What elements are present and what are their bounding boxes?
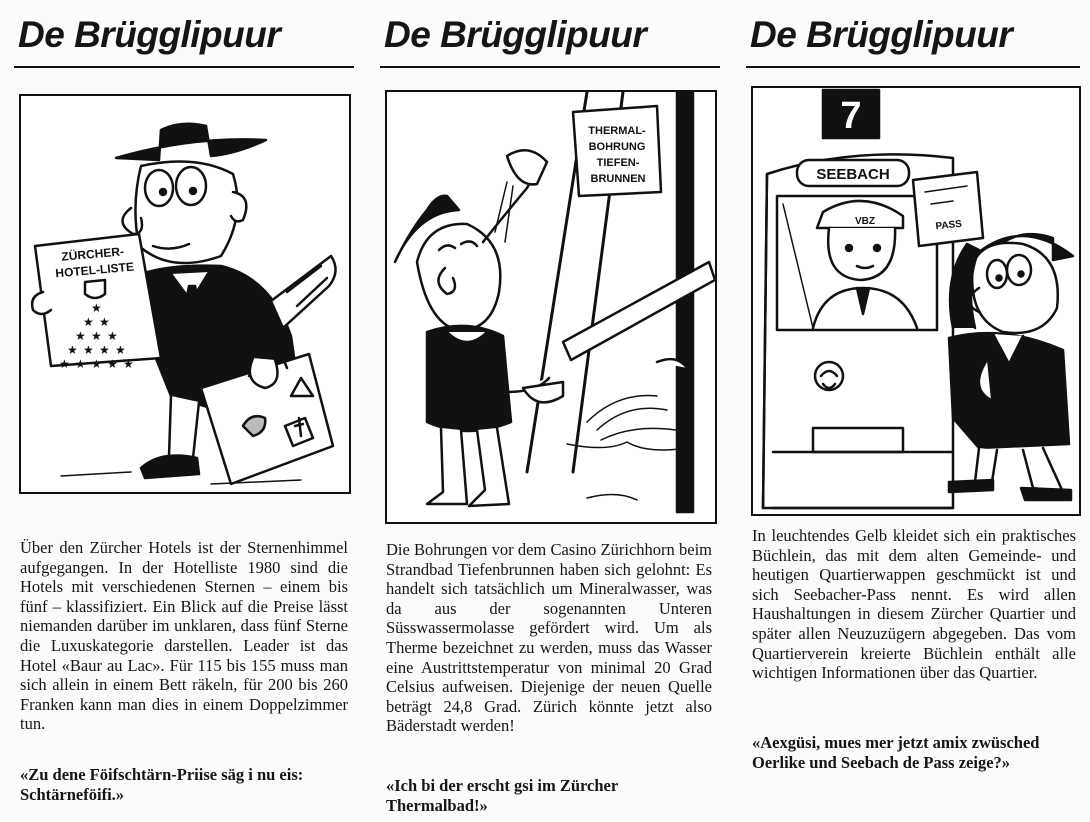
hotel-list-sign [35,234,161,371]
sign-line2: BOHRUNG [588,141,646,153]
cartoon-panel-hotel [19,94,351,494]
svg-text:★: ★ [75,357,86,371]
heading-rule [380,66,720,68]
destination-sign: SEEBACH [816,166,890,183]
article-paragraph-1: Über den Zürcher Hotels ist der Sternenhimmel aufgegangen. In der Hotelliste 1980 sind die Hotels mit verschiedenen Sternen – einem bis fünf – klassifiziert. Ein Blick auf die Preise lässt niemanden darüber im unklaren, dass fünf Sterne die Luxuskategorie darstellen. Leader ist das Hotel «Baur au Lac». Für 115 bis 155 muss man sich allein in einem Bett räkeln, für 200 bis 260 Franken kann man dies in einem Doppelzimmer tun. [20,538,348,734]
svg-text:★: ★ [83,343,94,357]
article-paragraph-2: Die Bohrungen vor dem Casino Zürichhorn beim Strandbad Tiefenbrunnen haben sich gelohnt: Es handelt sich tatsächlich um Mineralwasser, was da aus der sogenannten Unteren Süsswassermolasse gefördert wird. Um als Therme bezeichnet zu werden, muss das Wasser eine Austrittstemperatur von minimal 20 Grad Celsius aufweisen. Diejenige der neuen Quelle beträgt 24,8 Grad. Zürich könnte jetzt also Bäderstadt werden! [386,540,712,736]
svg-text:★: ★ [91,301,102,315]
svg-text:★: ★ [99,315,110,329]
svg-text:★: ★ [115,343,126,357]
svg-text:★: ★ [83,315,94,329]
column-2 [380,0,720,68]
column-1 [14,0,354,68]
column-heading: De Brügglipuur [750,14,1013,55]
sign-line1: ZÜRCHER- [60,244,125,264]
cap-badge: VBZ [855,216,875,227]
cartoon-quote-3: «Aexgüsi, mues mer jetzt amix zwüsched Oerlike und Seebach de Pass zeige?» [752,733,1040,772]
sign-line2: HOTEL-LISTE [54,259,135,281]
cartoon-quote-1: «Zu dene Föifschtärn-Priise säg i nu eis: Schtärneföifi.» [20,765,304,804]
cartoon-panel-thermal [385,90,717,524]
svg-text:★: ★ [99,343,110,357]
route-number: 7 [840,95,862,137]
svg-text:★: ★ [91,357,102,371]
svg-text:★: ★ [123,357,134,371]
thermal-sign [573,106,661,196]
bowl-icon [507,150,547,184]
cartoon-panel-tram [751,86,1081,516]
column-heading: De Brügglipuur [18,14,281,55]
hat-icon [116,124,266,160]
column-3 [746,0,1080,68]
heading-rule [746,66,1080,68]
umbrella-icon [271,256,336,328]
column-heading: De Brügglipuur [384,14,647,55]
svg-text:★: ★ [67,343,78,357]
cartoon-quote-2: «Ich bi der erscht gsi im Zürcher Thermalbad!» [386,776,618,815]
svg-text:★: ★ [91,329,102,343]
article-paragraph-3: In leuchtendes Gelb kleidet sich ein praktisches Büchlein, das mit dem alten Gemeinde- und heutigen Quartierwappen geschmückt ist und sich Seebacher-Pass nennt. Es wird allen Haushaltungen in diesem Zürcher Quartier und später allen Neuzuzügern abgegeben. Das vom Quartierverein kreierte Büchlein enthält alle wichtigen Informationen über das Quartier. [752,526,1076,683]
sign-line4: BRUNNEN [590,173,646,185]
svg-text:★: ★ [59,357,70,371]
sign-line3: TIEFEN- [596,157,640,169]
pass-booklet [913,172,983,246]
heading-rule [14,66,354,68]
svg-text:★: ★ [75,329,86,343]
pass-label: PASS [934,218,963,233]
character-head [417,224,500,330]
svg-text:★: ★ [107,357,118,371]
sign-line1: THERMAL- [588,125,646,137]
svg-text:★: ★ [107,329,118,343]
